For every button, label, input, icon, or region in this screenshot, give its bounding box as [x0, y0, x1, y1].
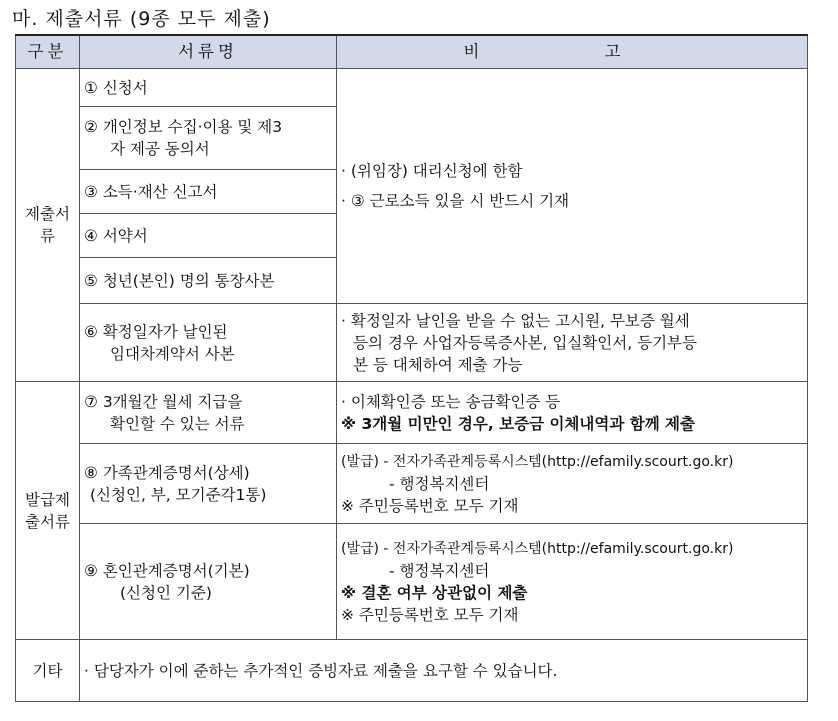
remark-income: · ③ 근로소득 있을 시 반드시 기재 [341, 192, 570, 210]
group-issued-documents: 발급제 출서류 [16, 382, 80, 640]
documents-table [15, 34, 808, 702]
section-title: 마. 제출서류 (9종 모두 제출) [12, 8, 271, 30]
doc-9-line1: ⑨ 혼인관계증명서(기본) [84, 561, 250, 580]
remark-6-line3: 본 등 대체하여 제출 가능 [353, 355, 523, 374]
remark-6-line2: 등의 경우 사업자등록증사본, 입실확인서, 등기부등 [353, 333, 697, 352]
doc-8 [80, 444, 337, 524]
other-remark: · 담당자가 이에 준하는 추가적인 증빙자료 제출을 요구할 수 있습니다. [80, 640, 808, 702]
doc-6-line1: ⑥ 확정일자가 날인된 [84, 322, 228, 341]
doc-7-line1: ⑦ 3개월간 월세 지급을 [84, 392, 243, 411]
remark-cell-9 [337, 524, 808, 640]
remark-9-line3: ※ 결혼 여부 상관없이 제출 [341, 583, 528, 602]
table-row [16, 69, 808, 107]
group-submit-documents: 제출서 류 [16, 69, 80, 382]
doc-9-line2: (신청인 기준) [120, 583, 212, 602]
remark-9-line1: (발급) - 전자가족관계등록시스템(http://efamily.scourt.go.kr) [341, 540, 734, 557]
header-remarks: 비 고 [337, 35, 808, 69]
remark-cell-7 [337, 382, 808, 444]
remark-8-line3: ※ 주민등록번호 모두 기재 [341, 496, 519, 515]
doc-7 [80, 382, 337, 444]
table-row [16, 304, 808, 382]
table-row [16, 382, 808, 444]
doc-6-line2: 임대차계약서 사본 [110, 344, 235, 363]
table-row [16, 640, 808, 702]
remark-8-line2: - 행정복지센터 [389, 474, 490, 493]
group-other: 기타 [16, 640, 80, 702]
doc-9 [80, 524, 337, 640]
doc-8-line2: (신청인, 부, 모기준각1통) [90, 485, 267, 504]
table-row [16, 524, 808, 640]
remark-proxy: · (위임장) 대리신청에 한함 [341, 162, 523, 180]
remark-7-line1: · 이체확인증 또는 송금확인증 등 [341, 392, 561, 411]
remark-8-line1: (발급) - 전자가족관계등록시스템(http://efamily.scourt.go.kr) [341, 453, 734, 470]
doc-5: ⑤ 청년(본인) 명의 통장사본 [80, 258, 337, 304]
remark-cell-8 [337, 444, 808, 524]
header-category: 구분 [16, 35, 80, 69]
remark-6-line1: · 확정일자 날인을 받을 수 없는 고시원, 무보증 월세 [341, 311, 690, 330]
doc-3: ③ 소득·재산 신고서 [80, 170, 337, 214]
header-document-name: 서류명 [80, 35, 337, 69]
doc-7-line2: 확인할 수 있는 서류 [110, 414, 245, 433]
doc-8-line1: ⑧ 가족관계증명서(상세) [84, 463, 250, 482]
doc-2-line1: ② 개인정보 수집·이용 및 제3 [84, 118, 283, 136]
doc-2 [80, 107, 337, 170]
doc-6 [80, 304, 337, 382]
remark-9-line4: ※ 주민등록번호 모두 기재 [341, 605, 519, 624]
remark-9-line2: - 행정복지센터 [389, 561, 490, 580]
remark-cell-6 [337, 304, 808, 382]
remark-7-line2: ※ 3개월 미만인 경우, 보증금 이체내역과 함께 제출 [341, 414, 696, 433]
doc-1: ① 신청서 [80, 69, 337, 107]
table-row [16, 444, 808, 524]
table-header-row [16, 35, 808, 69]
doc-2-line2: 자 제공 동의서 [110, 140, 210, 158]
doc-4: ④ 서약서 [80, 214, 337, 258]
remark-cell-1-5 [337, 69, 808, 304]
